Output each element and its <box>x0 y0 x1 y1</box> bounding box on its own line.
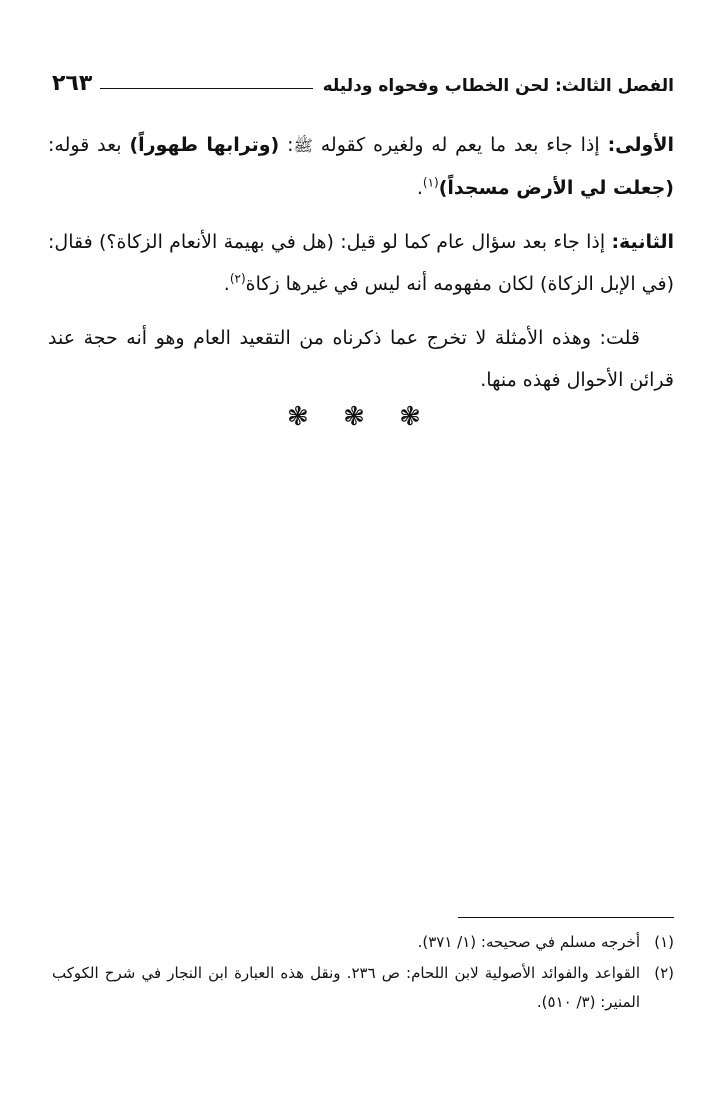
footnote-text: القواعد والفوائد الأصولية لابن اللحام: ص ٢٣٦. ونقل هذه العبارة ابن النجار في شرح الكوكب المنير: (٣/ ٥١٠). <box>52 964 640 1011</box>
footnote-text: أخرجه مسلم في صحيحه: (١/ ٣٧١). <box>417 933 640 951</box>
header-rule <box>100 88 312 89</box>
footnote-reference-1[interactable]: (١) <box>422 175 439 190</box>
footnote-number: (٢) <box>654 964 674 982</box>
paragraph-text: إذا جاء بعد سؤال عام كما لو قيل: (هل في بهيمة الأنعام الزكاة؟) فقال: (في الإبل الزكاة) لكان مفهومه أنه ليس في غيرها زكاة <box>48 231 674 295</box>
flower-ornament-icon: ❃ <box>343 402 365 432</box>
footnote-reference-2[interactable]: (٢) <box>229 271 246 286</box>
paragraph-lead-first: الأولى: <box>607 134 675 156</box>
footnote-1 <box>52 928 674 957</box>
paragraph-text: بعد قوله: <box>48 134 130 156</box>
chapter-title: الفصل الثالث: لحن الخطاب وفحواه ودليله <box>322 76 674 96</box>
footnotes <box>52 928 674 1019</box>
paragraph-text: : <box>279 134 294 156</box>
page-number: ٢٦٣ <box>52 71 93 96</box>
paragraph-text: . <box>223 273 230 295</box>
flower-ornament-icon: ❃ <box>399 402 421 432</box>
paragraph-text: إذا جاء بعد ما يعم له ولغيره كقوله <box>312 134 608 156</box>
hadith-quote: (وترابها طهوراً) <box>129 134 280 156</box>
footnote-2 <box>52 959 674 1017</box>
running-header <box>52 60 674 96</box>
footnote-number: (١) <box>654 933 674 951</box>
honorific-glyph: ﷺ <box>293 136 313 155</box>
paragraph-first-case <box>48 124 674 209</box>
hadith-quote: (جعلت لي الأرض مسجداً) <box>438 177 674 199</box>
footnote-separator <box>458 917 674 918</box>
main-text <box>48 124 674 413</box>
flower-ornament-icon: ❃ <box>287 402 309 432</box>
paragraph-conclusion: قلت: وهذه الأمثلة لا تخرج عما ذكرناه من التقعيد العام وهو أنه حجة عند قرائن الأحوال فهذه منها. <box>48 327 674 391</box>
paragraph-second-case <box>48 221 674 305</box>
paragraph-text: . <box>416 177 423 199</box>
section-divider <box>0 402 708 432</box>
paragraph-lead-second: الثانية: <box>611 231 674 253</box>
